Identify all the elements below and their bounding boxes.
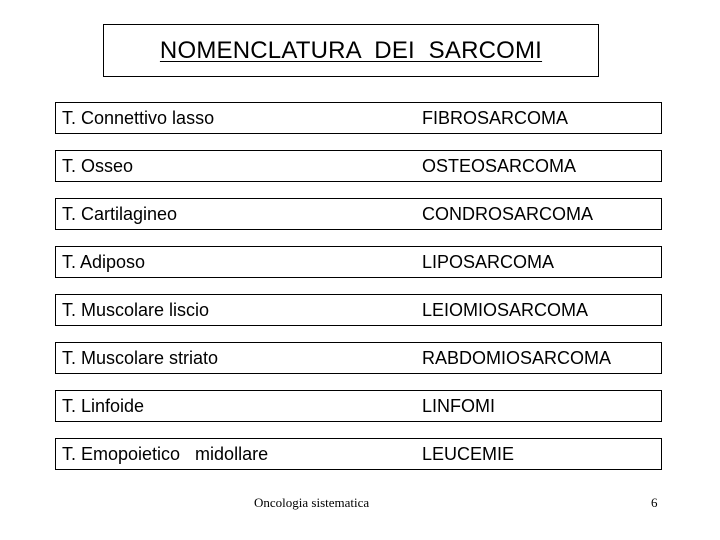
tissue-label: T. Muscolare striato bbox=[62, 348, 219, 368]
tissue-label: T. Adiposo bbox=[62, 252, 146, 272]
table-row bbox=[55, 150, 662, 182]
slide-title: NOMENCLATURA DEI SARCOMI bbox=[159, 36, 543, 64]
table-row bbox=[55, 294, 662, 326]
page-number: 6 bbox=[651, 495, 658, 510]
table-row bbox=[55, 438, 662, 470]
sarcoma-name: LEIOMIOSARCOMA bbox=[422, 300, 589, 320]
table-row bbox=[55, 342, 662, 374]
sarcoma-name: CONDROSARCOMA bbox=[422, 204, 594, 224]
sarcoma-name: LIPOSARCOMA bbox=[422, 252, 555, 272]
sarcoma-name: LINFOMI bbox=[422, 396, 496, 416]
tissue-label: T. Muscolare liscio bbox=[62, 300, 210, 320]
tissue-label: T. Linfoide bbox=[62, 396, 145, 416]
table-row bbox=[55, 198, 662, 230]
tissue-label: T. Osseo bbox=[62, 156, 134, 176]
sarcoma-name: LEUCEMIE bbox=[422, 444, 515, 464]
tissue-label: T. Cartilagineo bbox=[62, 204, 178, 224]
tissue-label: T. Connettivo lasso bbox=[62, 108, 215, 128]
sarcoma-name: FIBROSARCOMA bbox=[422, 108, 569, 128]
table-row bbox=[55, 102, 662, 134]
table-row bbox=[55, 390, 662, 422]
footer-text: Oncologia sistematica bbox=[254, 495, 370, 510]
table-row bbox=[55, 246, 662, 278]
tissue-label: T. Emopoietico midollare bbox=[62, 444, 269, 464]
title-box bbox=[103, 24, 599, 77]
sarcoma-name: OSTEOSARCOMA bbox=[422, 156, 577, 176]
sarcoma-name: RABDOMIOSARCOMA bbox=[422, 348, 612, 368]
